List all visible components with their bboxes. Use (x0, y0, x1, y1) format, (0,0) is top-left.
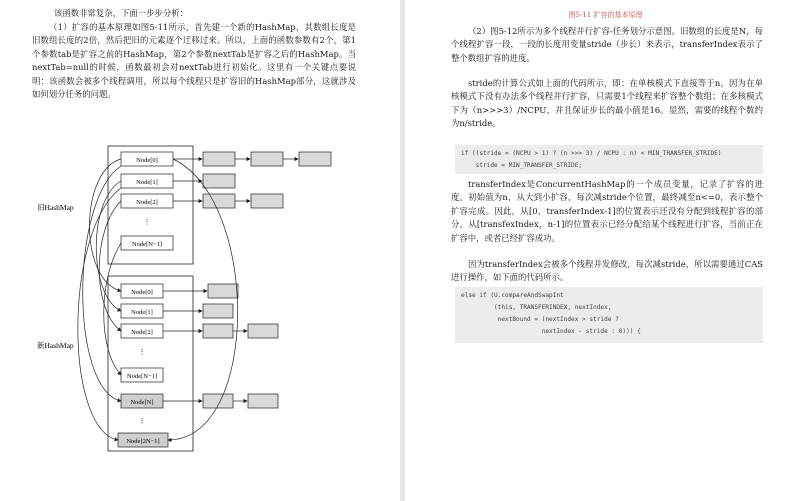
resize-diagram (0, 140, 400, 475)
new-node-n (121, 394, 163, 408)
right-page (405, 0, 806, 501)
task-division-paragraph: （2）图5-12所示为多个线程并行扩容-任务划分示意图。旧数组的长度是N，每个线程扩容一段，一段的长度用变量stride（步长）来表示，transferIndex表示了整个数组扩容的进度。 (451, 26, 763, 63)
intro-paragraph: 该函数非常复杂，下面一步步分析： (54, 8, 188, 18)
stride-code-block (455, 145, 763, 174)
transfer-index-paragraph: transferIndex是ConcurrentHashMap的一个成员变量，记录了扩容的进度。初始值为n，从大到小扩容，每次减stride个位置，最终减至n<=0，表示整个扩容完成。因此，从[0，transferIndex-1]的位置表示还没有分配到线程扩容的部分，从[transfexIndex，n-1]的位置表示已经分配给某个线程进行扩容，当前正在扩容中，或者已经扩容成功。 (451, 179, 763, 243)
left-page (0, 0, 400, 501)
old-node-label: Node[0] (136, 157, 158, 164)
old-hashmap-label: 旧HashMap (37, 203, 74, 212)
old-ellipsis: ⋮ (143, 218, 151, 226)
new-node-0 (121, 284, 163, 298)
principle-paragraph: （1）扩容的基本原理如图5-11所示，首先建一个新的HashMap，其数组长度是旧数组长度的2倍，然后把旧的元素逐个迁移过来。所以，上面的函数参数有2个，第1个参数tab是扩容之前的HashMap，第2个参数nextTab是扩容之后的HashMap。当nextTab=null的时候，函数最初会对nextTab进行初始化。这里有一个关键点要说明：该函数会被多个线程调用，所以每个线程只是扩容旧的HashMap部分，这就涉及如何划分任务的问题。 (32, 22, 356, 100)
new-node-1 (121, 304, 163, 318)
code-line: nextIndex - stride : 0))) { (461, 328, 641, 335)
new-node-label: Node[N−1] (126, 373, 158, 380)
old-node-last (121, 236, 173, 250)
new-hashmap-label: 新HashMap (37, 341, 74, 350)
old-node-0 (121, 152, 173, 166)
cas-code-block (455, 287, 763, 343)
old-node-label: Node[N−1] (131, 241, 163, 248)
new-node-2 (121, 324, 163, 338)
old-node-label: Node[2] (136, 199, 158, 206)
stride-paragraph: stride的计算公式如上面的代码所示，即：在单核模式下直接等于n，因为在单核模式下没有办法多个线程并行扩容，只需要1个线程来扩容整个数组；在多核模式下为（n>>>3）/NCPU，并且保证步长的最小值是16。显然，需要的线程个数约为n/stride。 (451, 78, 763, 129)
code-line: nextBound = (nextIndex > stride ? (461, 316, 619, 323)
new-table-frame (108, 276, 193, 451)
figure-caption: 图5-11 扩容的基本原理 (568, 11, 643, 19)
new-node-label: Node[N] (130, 399, 154, 406)
new-node-label: Node[2N−1] (126, 438, 160, 445)
old-node-2 (121, 194, 173, 208)
new-node-2n-minus-1 (118, 433, 168, 447)
old-node-label: Node[1] (136, 179, 158, 186)
code-line: if ((stride = (NCPU > 1) ? (n >>> 3) / NCPU : n) < MIN_TRANSFER_STRIDE) (461, 150, 722, 157)
code-line: (this, TRANSFERINDEX, nextIndex, (461, 304, 612, 311)
new-ellipsis-2: ⋮ (138, 417, 146, 425)
new-chain (163, 284, 278, 408)
old-node-1 (121, 174, 173, 188)
code-line: else if (U.compareAndSwapInt (461, 292, 564, 299)
new-ellipsis-1: ⋮ (138, 348, 146, 356)
new-node-label: Node[2] (131, 329, 153, 336)
cas-paragraph: 因为transferIndex会被多个线程并发修改，每次减stride，所以需要通过CAS进行操作，如下面的代码所示。 (451, 259, 763, 283)
new-node-label: Node[0] (131, 289, 153, 296)
new-node-label: Node[1] (131, 309, 153, 316)
code-line: stride = MIN_TRANSFER_STRIDE; (461, 162, 583, 169)
new-node-n-minus-1 (121, 368, 163, 382)
old-chain (173, 152, 331, 208)
